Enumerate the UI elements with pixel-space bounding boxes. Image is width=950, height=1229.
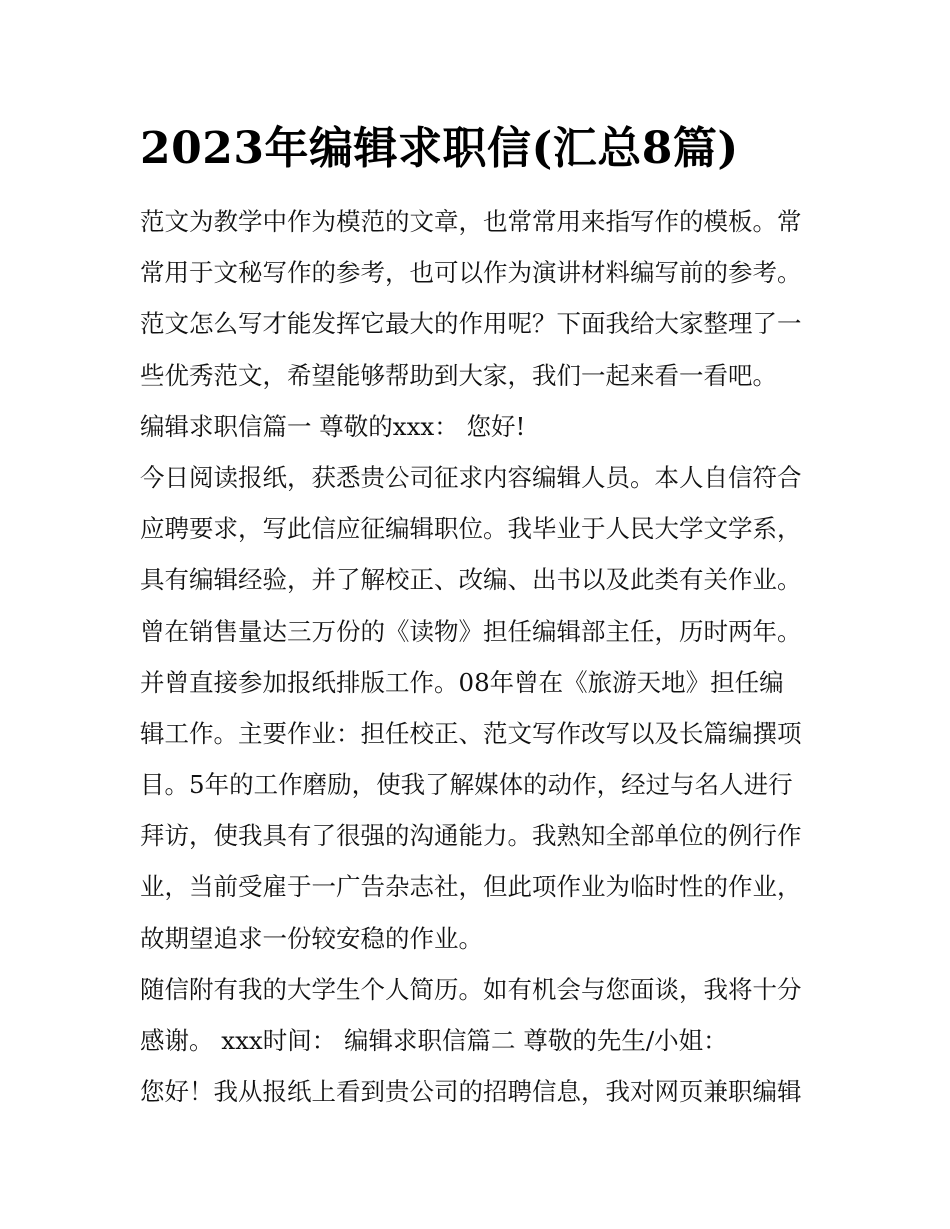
text-line: 故期望追求一份较安稳的作业。: [140, 923, 483, 953]
text-line: 辑工作。主要作业：担任校正、范文写作改写以及长篇编撰项: [140, 718, 802, 748]
text-line: 常用于文秘写作的参考，也可以作为演讲材料编写前的参考。: [140, 258, 802, 288]
text-line: 范文为教学中作为模范的文章，也常常用来指写作的模板。常: [140, 207, 802, 236]
text-line: 您好！我从报纸上看到贵公司的招聘信息，我对网页兼职编辑: [140, 1077, 802, 1107]
text-line: 应聘要求，写此信应征编辑职位。我毕业于人民大学文学系，: [140, 514, 802, 544]
text-line: 曾在销售量达三万份的《读物》担任编辑部主任，历时两年。: [140, 616, 802, 646]
text-line: 业，当前受雇于一广告杂志社，但此项作业为临时性的作业，: [140, 872, 802, 902]
text-line: 随信附有我的大学生个人简历。如有机会与您面谈，我将十分: [140, 974, 802, 1004]
text-line: 范文怎么写才能发挥它最大的作用呢？下面我给大家整理了一: [140, 309, 802, 339]
text-line: 拜访，使我具有了很强的沟通能力。我熟知全部单位的例行作: [140, 821, 802, 851]
text-line: 具有编辑经验，并了解校正、改编、出书以及此类有关作业。: [140, 565, 802, 595]
text-line: 并曾直接参加报纸排版工作。08年曾在《旅游天地》担任编: [140, 667, 784, 697]
section-heading-line: 感谢。 xxx时间： 编辑求职信篇二 尊敬的先生/小姐：: [140, 1026, 728, 1055]
text-line: 今日阅读报纸，获悉贵公司征求内容编辑人员。本人自信符合: [140, 462, 802, 492]
text-line: 目。5年的工作磨励，使我了解媒体的动作，经过与名人进行: [140, 770, 793, 800]
section-heading-line: 编辑求职信篇一 尊敬的xxx： 您好!: [140, 411, 526, 441]
document-body: [140, 196, 820, 1117]
document-title: 2023年编辑求职信(汇总8篇): [140, 123, 739, 174]
text-line: 些优秀范文，希望能够帮助到大家，我们一起来看一看吧。: [140, 360, 777, 390]
